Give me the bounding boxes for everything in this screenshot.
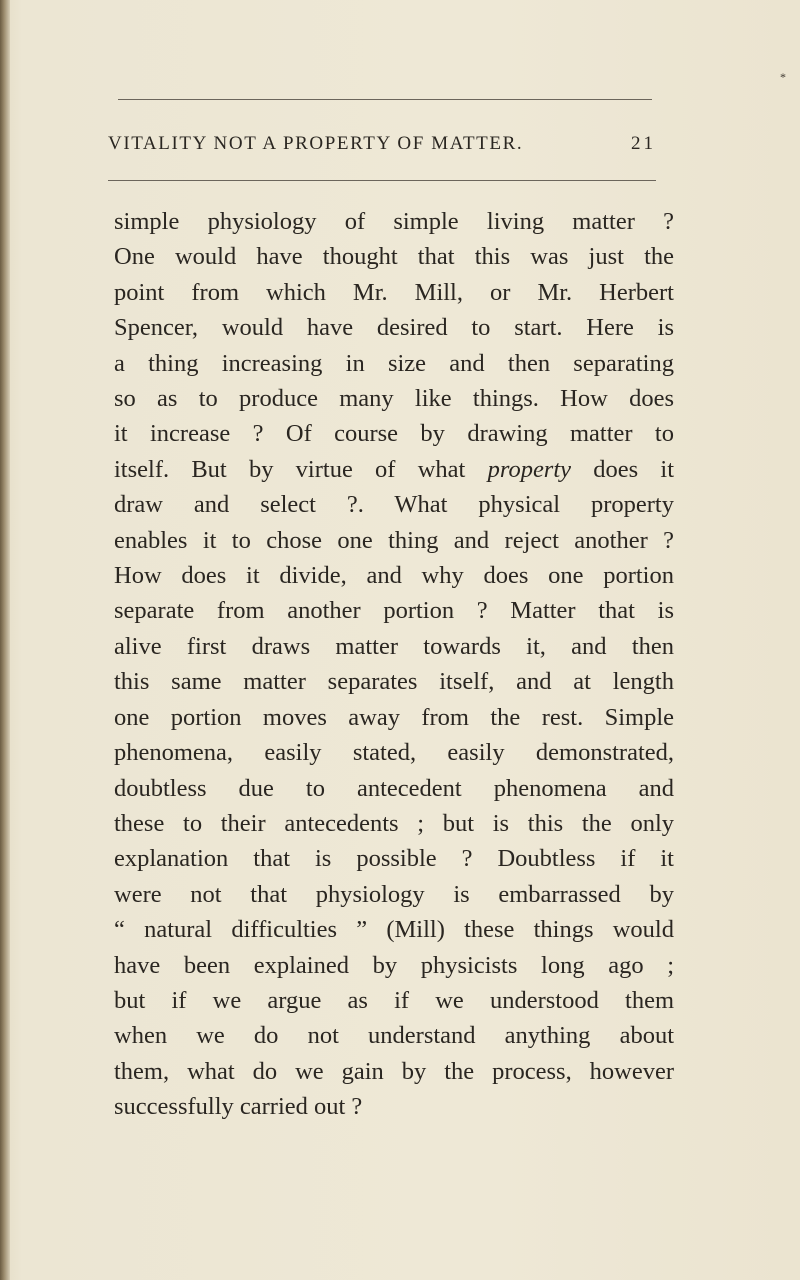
text-line: when we do not understand anything about <box>114 1022 674 1050</box>
text-line: were not that physiology is embarrassed by <box>114 880 674 908</box>
text-line: phenomena, easily stated, easily demonstrated, <box>114 739 674 767</box>
text-line: explanation that is possible ? Doubtless if it <box>114 845 674 873</box>
text-line: it increase ? Of course by drawing matter to <box>114 420 674 448</box>
text-line: How does it divide, and why does one portion <box>114 562 674 590</box>
text-line: this same matter separates itself, and at length <box>114 668 674 696</box>
text-line: them, what do we gain by the process, however <box>114 1057 674 1085</box>
running-head <box>108 133 656 163</box>
text-line: “ natural difficulties ” (Mill) these things would <box>114 916 674 944</box>
text-line: a thing increasing in size and then separating <box>114 349 674 377</box>
text-line: one portion moves away from the rest. Simple <box>114 703 674 731</box>
header-rule-bottom <box>108 180 656 181</box>
text-line-with-emphasis <box>114 452 674 487</box>
margin-mark: * <box>780 70 786 84</box>
text-line: One would have thought that this was just the <box>114 243 674 271</box>
body-paragraph <box>114 204 674 1125</box>
text-line: simple physiology of simple living matter ? <box>114 208 674 235</box>
text-line: Spencer, would have desired to start. Here is <box>114 314 674 342</box>
text-line: draw and select ?. What physical property <box>114 491 674 519</box>
text-line-last: successfully carried out ? <box>114 1093 363 1121</box>
text-line: have been explained by physicists long ago ; <box>114 951 674 979</box>
text-line: so as to produce many like things. How does <box>114 385 674 413</box>
page-binding-edge <box>0 0 10 1280</box>
page-number: 21 <box>631 133 656 154</box>
text-line: but if we argue as if we understood them <box>114 986 674 1014</box>
text-line: doubtless due to antecedent phenomena and <box>114 774 674 802</box>
text-line: alive first draws matter towards it, and then <box>114 632 674 660</box>
text-line: these to their antecedents ; but is this the only <box>114 809 674 837</box>
text-segment: does it <box>593 455 675 483</box>
text-line: enables it to chose one thing and reject another ? <box>114 526 674 554</box>
header-rule-top <box>118 99 652 100</box>
emphasized-word: property <box>487 455 572 483</box>
text-line: separate from another portion ? Matter that is <box>114 597 674 625</box>
text-line: point from which Mr. Mill, or Mr. Herbert <box>114 278 674 306</box>
running-head-title: VITALITY NOT A PROPERTY OF MATTER. <box>108 133 524 154</box>
text-segment: itself. But by virtue of what <box>114 455 466 483</box>
